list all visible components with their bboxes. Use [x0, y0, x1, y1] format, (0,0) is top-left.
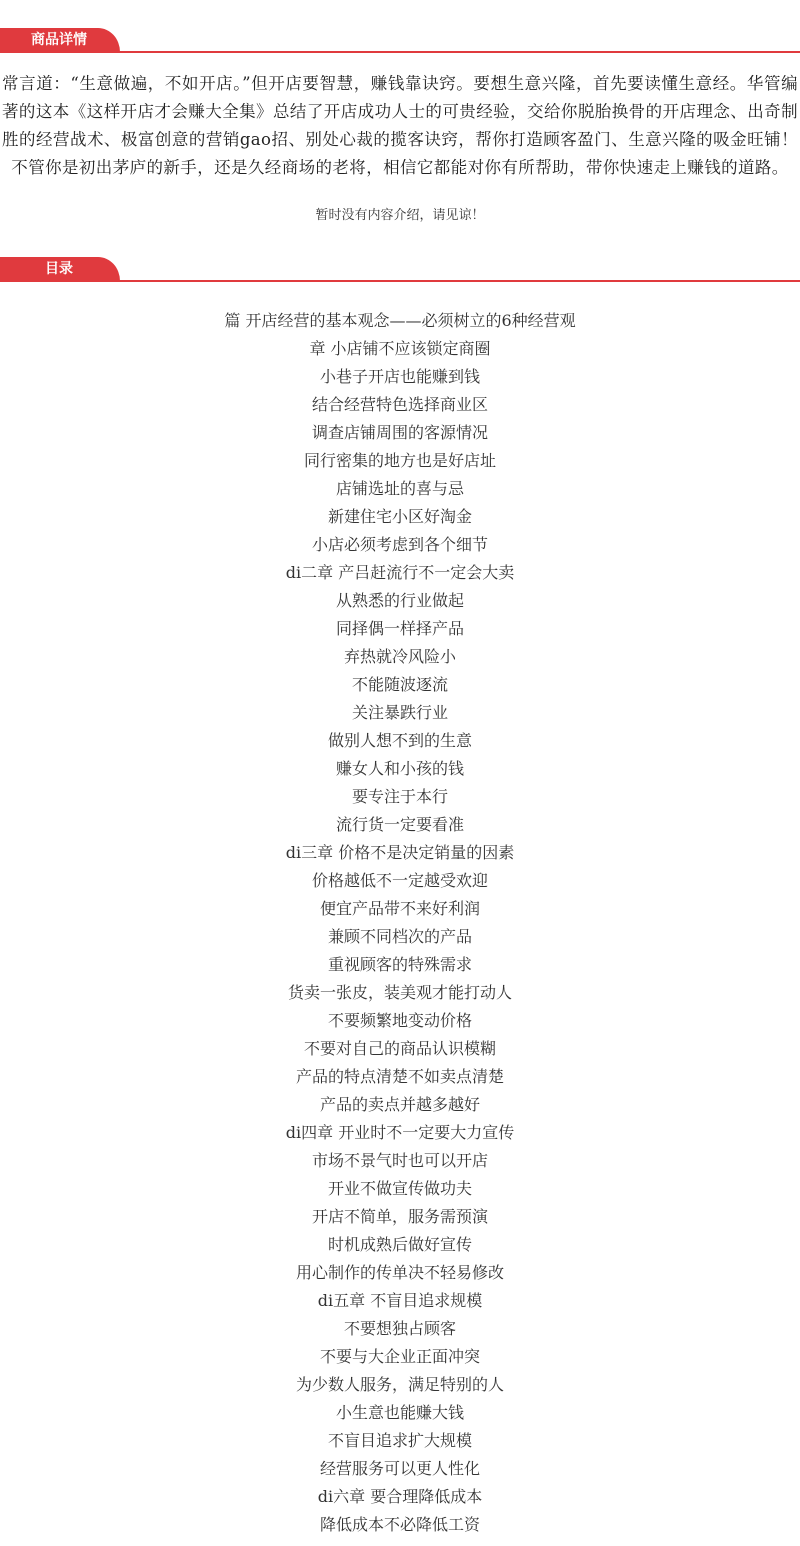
toc-entry: di二章 产吕赶流行不一定会大卖 — [285, 563, 515, 582]
toc-entry: 从熟悉的行业做起 — [335, 591, 464, 610]
toc-entry: 弃热就冷风险小 — [343, 647, 456, 666]
toc-entry: 不要频繁地变动价格 — [327, 1011, 472, 1030]
no-intro-notice: 暂时没有内容介绍，请见谅！ — [315, 208, 485, 223]
section-header-table-of-contents — [0, 257, 800, 283]
toc-entry: 流行货一定要看准 — [335, 815, 464, 834]
toc-entry: 调查店铺周围的客源情况 — [311, 423, 488, 442]
toc-entry: 小巷子开店也能赚到钱 — [319, 367, 480, 386]
toc-entry: 要专注于本行 — [351, 787, 448, 806]
toc-entry: 结合经营特色选择商业区 — [311, 395, 488, 414]
toc-entry: 市场不景气时也可以开店 — [311, 1151, 488, 1170]
toc-entry: di六章 要合理降低成本 — [317, 1487, 483, 1506]
toc-entry: 价格越低不一定越受欢迎 — [311, 871, 488, 890]
toc-entry: 不能随波逐流 — [351, 675, 448, 694]
table-of-contents-tab: 目录 — [0, 257, 120, 281]
product-details-tab: 商品详情 — [0, 28, 120, 52]
toc-entry: 不要与大企业正面冲突 — [319, 1347, 480, 1366]
toc-entry: 兼顾不同档次的产品 — [327, 927, 472, 946]
toc-entry: 用心制作的传单决不轻易修改 — [295, 1263, 504, 1282]
toc-entry: 做别人想不到的生意 — [327, 731, 472, 750]
toc-entry: di五章 不盲目追求规模 — [317, 1291, 483, 1310]
toc-entry: di四章 开业时不一定要大力宣传 — [285, 1123, 515, 1142]
toc-entry: 不盲目追求扩大规模 — [327, 1431, 472, 1450]
section-header-product-details — [0, 28, 800, 54]
table-of-contents-list — [0, 307, 800, 1539]
toc-entry: 同行密集的地方也是好店址 — [303, 451, 496, 470]
toc-entry: 篇 开店经营的基本观念——必须树立的6种经营观 — [224, 311, 576, 330]
toc-entry: 赚女人和小孩的钱 — [335, 759, 464, 778]
section-divider-line — [0, 51, 800, 53]
toc-entry: di三章 价格不是决定销量的因素 — [285, 843, 515, 862]
toc-entry: 不要对自己的商品认识模糊 — [303, 1039, 496, 1058]
toc-entry: 开店不简单，服务需预演 — [311, 1207, 488, 1226]
toc-entry: 关注暴跌行业 — [351, 703, 448, 722]
toc-entry: 新建住宅小区好淘金 — [327, 507, 472, 526]
toc-entry: 店铺选址的喜与忌 — [335, 479, 464, 498]
toc-entry: 重视顾客的特殊需求 — [327, 955, 472, 974]
toc-entry: 小店必须考虑到各个细节 — [311, 535, 488, 554]
toc-entry: 不要想独占顾客 — [343, 1319, 456, 1338]
toc-entry: 经营服务可以更人性化 — [319, 1459, 480, 1478]
section-divider-line — [0, 280, 800, 282]
toc-entry: 章 小店铺不应该锁定商圈 — [309, 339, 491, 358]
toc-entry: 小生意也能赚大钱 — [335, 1403, 464, 1422]
toc-entry: 货卖一张皮，装美观才能打动人 — [287, 983, 512, 1002]
product-description: 常言道：“生意做遍，不如开店。”但开店要智慧，赚钱靠诀窍。要想生意兴隆，首先要读懂生意经。华管编著的这本《这样开店才会赚大全集》总结了开店成功人士的可贵经验，交给你脱胎换骨的开店理念、出奇制胜的经营战术、极富创意的营销gao招、别处心裁的揽客诀窍，帮你打造顾客盈门、生意兴隆的吸金旺铺！不管你是初出茅庐的新手，还是久经商场的老将，相信它都能对你有所帮助，带你快速走上赚钱的道路。 — [2, 74, 798, 177]
toc-entry: 为少数人服务，满足特别的人 — [295, 1375, 504, 1394]
toc-entry: 降低成本不必降低工资 — [319, 1515, 480, 1534]
toc-entry: 产品的卖点并越多越好 — [319, 1095, 480, 1114]
toc-entry: 开业不做宣传做功夫 — [327, 1179, 472, 1198]
toc-entry: 便宜产品带不来好利润 — [319, 899, 480, 918]
toc-entry: 时机成熟后做好宣传 — [327, 1235, 472, 1254]
toc-entry: 产品的特点清楚不如卖点清楚 — [295, 1067, 504, 1086]
toc-entry: 同择偶一样择产品 — [335, 619, 464, 638]
